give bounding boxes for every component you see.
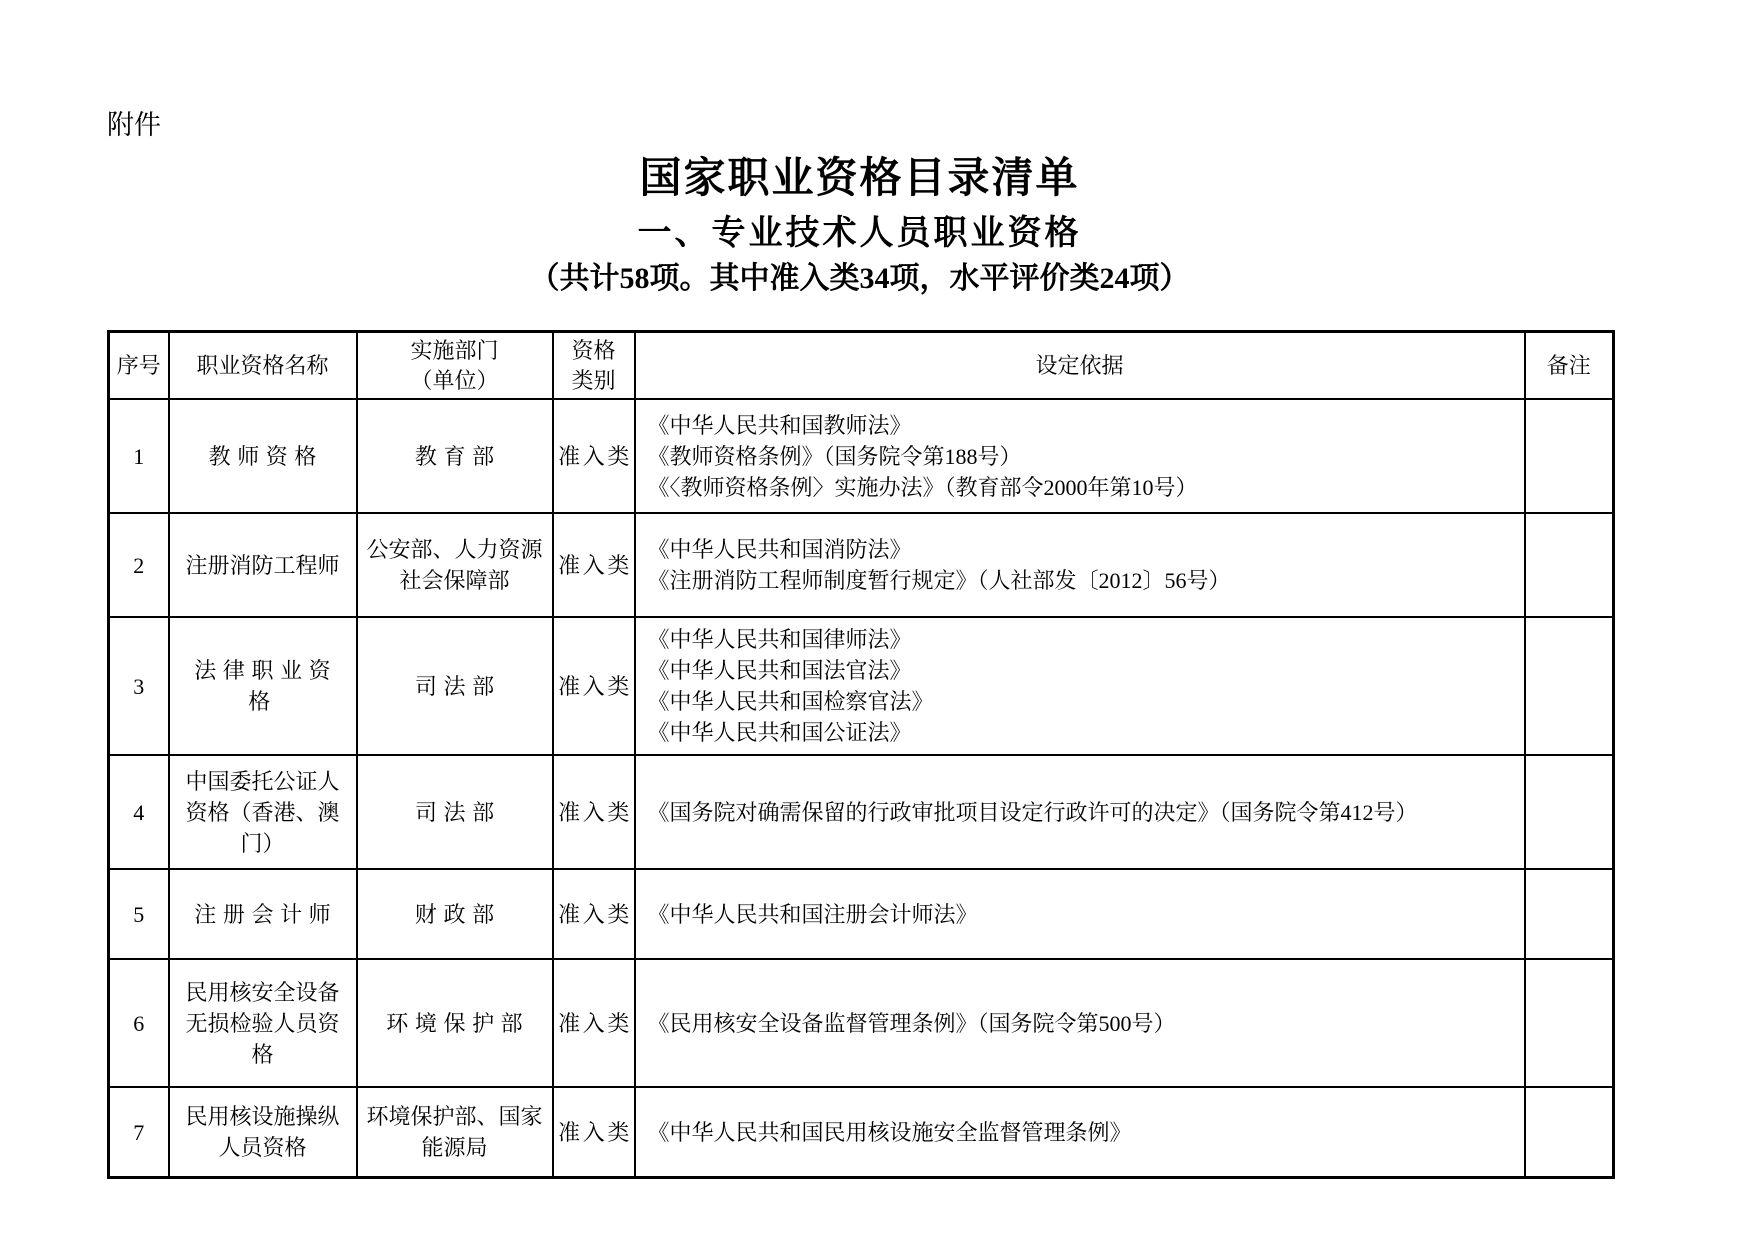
dept-cell: 司法部: [357, 755, 553, 869]
header-cell-seq: 序号: [109, 332, 169, 400]
name-cell: 民用核设施操纵人员资格: [169, 1087, 357, 1178]
remark-cell: [1525, 755, 1614, 869]
dept-cell: 司法部: [357, 617, 553, 755]
table-row: [109, 959, 1614, 1087]
table-header: [109, 332, 1614, 400]
basis-cell: 《中华人民共和国教师法》 《教师资格条例》（国务院令第188号） 《〈教师资格条例〉实施办法》（教育部令2000年第10号）: [635, 399, 1525, 513]
table-row: [109, 399, 1614, 513]
category-cell: 准入类: [553, 617, 635, 755]
remark-cell: [1525, 869, 1614, 959]
name-cell: 民用核安全设备无损检验人员资格: [169, 959, 357, 1087]
basis-cell: 《中华人民共和国律师法》 《中华人民共和国法官法》 《中华人民共和国检察官法》 《中华人民共和国公证法》: [635, 617, 1525, 755]
remark-cell: [1525, 617, 1614, 755]
category-cell: 准入类: [553, 513, 635, 617]
seq-cell: 5: [109, 869, 169, 959]
table-row: [109, 513, 1614, 617]
remark-cell: [1525, 513, 1614, 617]
basis-cell: 《中华人民共和国消防法》 《注册消防工程师制度暂行规定》（人社部发〔2012〕56号）: [635, 513, 1525, 617]
basis-cell: 《中华人民共和国注册会计师法》: [635, 869, 1525, 959]
seq-cell: 7: [109, 1087, 169, 1178]
remark-cell: [1525, 1087, 1614, 1178]
basis-cell: 《国务院对确需保留的行政审批项目设定行政许可的决定》（国务院令第412号）: [635, 755, 1525, 869]
header-cell-dept: 实施部门 （单位）: [357, 332, 553, 400]
header-cell-name: 职业资格名称: [169, 332, 357, 400]
header-row: [109, 332, 1614, 400]
table-row: [109, 617, 1614, 755]
dept-cell: 公安部、人力资源社会保障部: [357, 513, 553, 617]
basis-cell: 《中华人民共和国民用核设施安全监督管理条例》: [635, 1087, 1525, 1178]
category-cell: 准入类: [553, 755, 635, 869]
category-cell: 准入类: [553, 1087, 635, 1178]
seq-cell: 2: [109, 513, 169, 617]
header-cell-category: 资格 类别: [553, 332, 635, 400]
category-cell: 准入类: [553, 399, 635, 513]
seq-cell: 6: [109, 959, 169, 1087]
page-title: 国家职业资格目录清单: [639, 156, 1080, 202]
basis-cell: 《民用核安全设备监督管理条例》（国务院令第500号）: [635, 959, 1525, 1087]
category-cell: 准入类: [553, 869, 635, 959]
table-row: [109, 869, 1614, 959]
dept-cell: 教育部: [357, 399, 553, 513]
name-cell: 注册消防工程师: [169, 513, 357, 617]
name-cell: 注册会计师: [169, 869, 357, 959]
remark-cell: [1525, 399, 1614, 513]
name-cell: 教师资格: [169, 399, 357, 513]
seq-cell: 4: [109, 755, 169, 869]
seq-cell: 1: [109, 399, 169, 513]
table-row: [109, 1087, 1614, 1178]
dept-cell: 环境保护部: [357, 959, 553, 1087]
section-note: （共计58项。其中准入类34项，水平评价类24项）: [529, 262, 1190, 295]
dept-cell: 环境保护部、国家能源局: [357, 1087, 553, 1178]
table-body: [109, 399, 1614, 1178]
category-cell: 准入类: [553, 959, 635, 1087]
section-title: 一、专业技术人员职业资格: [637, 214, 1082, 252]
name-cell: 法律职业资格: [169, 617, 357, 755]
dept-cell: 财政部: [357, 869, 553, 959]
header-cell-basis: 设定依据: [635, 332, 1525, 400]
name-cell: 中国委托公证人资格（香港、澳门）: [169, 755, 357, 869]
qualification-table: [107, 330, 1615, 1179]
page-content: [107, 0, 1612, 1179]
remark-cell: [1525, 959, 1614, 1087]
header-cell-remark: 备注: [1525, 332, 1614, 400]
table-row: [109, 755, 1614, 869]
attachment-label: 附件: [107, 110, 161, 140]
seq-cell: 3: [109, 617, 169, 755]
